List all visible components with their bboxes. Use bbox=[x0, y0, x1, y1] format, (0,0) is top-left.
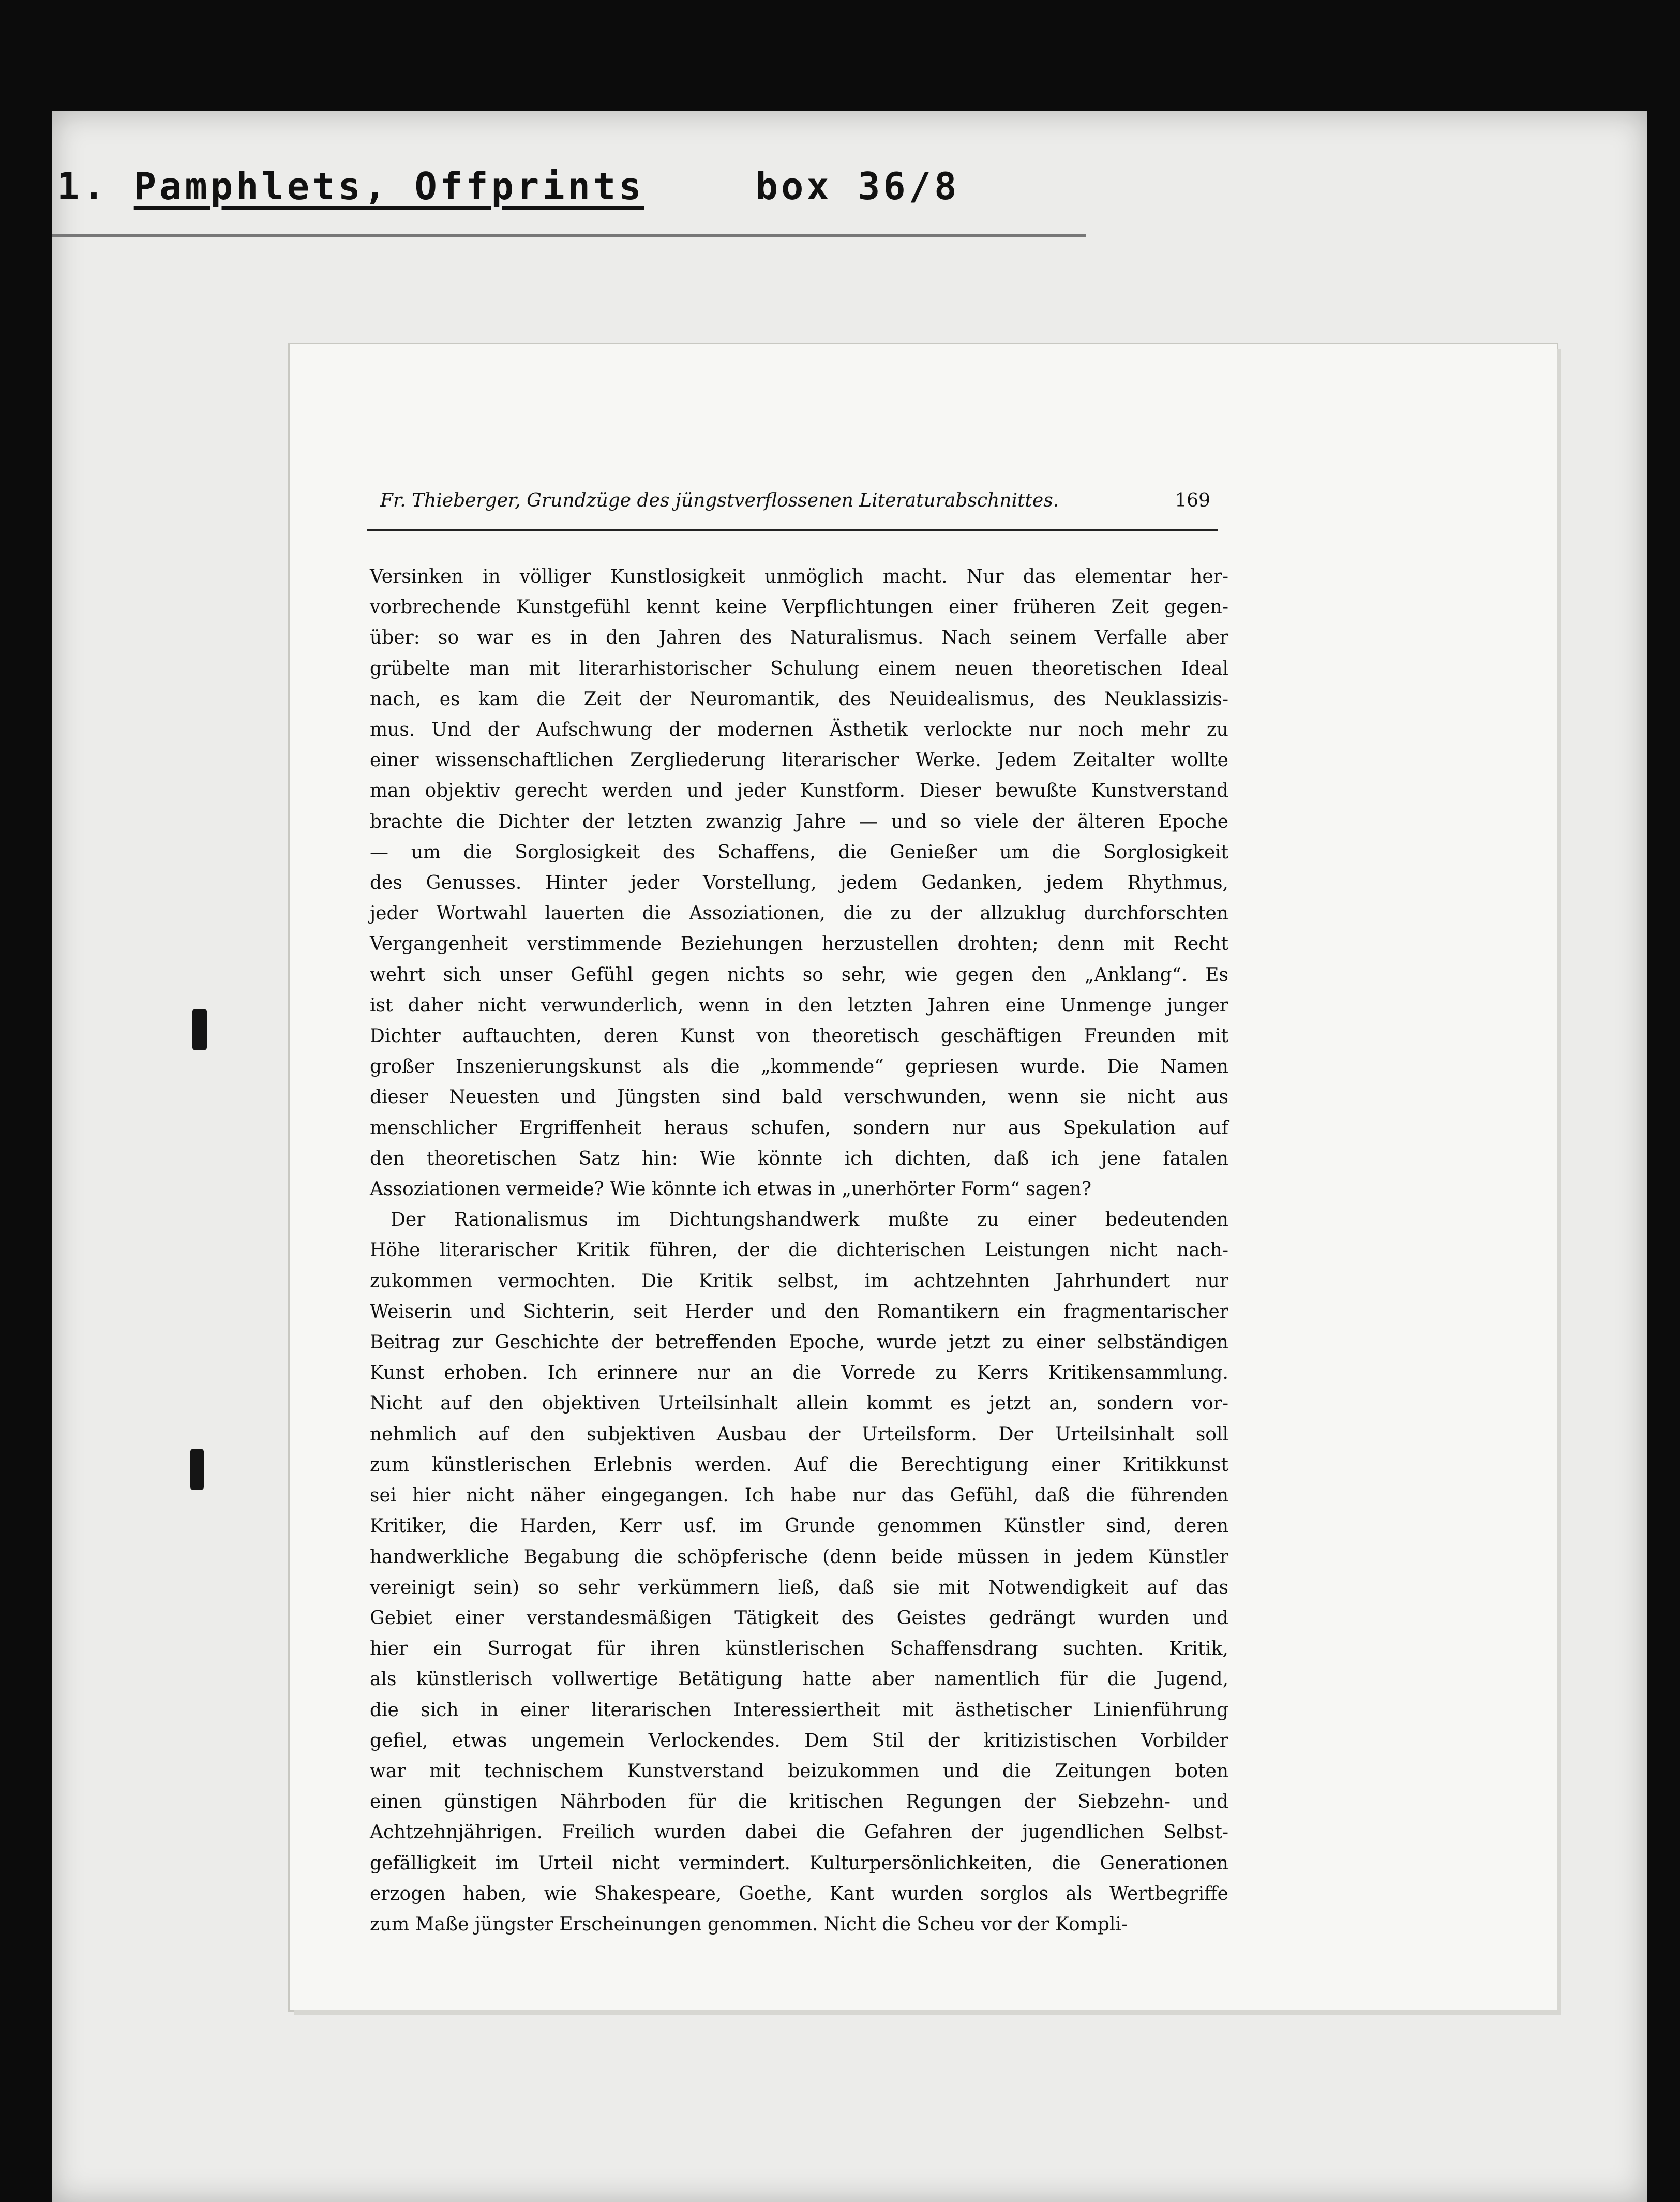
text-line: Vergangenheit verstimmende Beziehungen herzustellen drohten; denn mit Recht bbox=[370, 933, 1228, 955]
text-line: über: so war es in den Jahren des Naturalismus. Nach seinem Verfalle aber bbox=[370, 627, 1228, 649]
text-line: gefälligkeit im Urteil nicht vermindert. Kulturpersönlichkeiten, die Generationen bbox=[370, 1852, 1228, 1874]
offprint-page bbox=[290, 344, 1557, 2010]
text-line: die sich in einer literarischen Interessiertheit mit ästhetischer Linienführung bbox=[370, 1699, 1228, 1721]
text-line: großer Inszenierungskunst als die „kommende“ gepriesen wurde. Die Namen bbox=[370, 1056, 1228, 1078]
text-line: vereinigt sein) so sehr verkümmern ließ, daß sie mit Notwendigkeit auf das bbox=[370, 1576, 1228, 1598]
text-line: nach, es kam die Zeit der Neuromantik, des Neuidealismus, des Neuklassizis- bbox=[370, 688, 1228, 710]
text-line: handwerkliche Begabung die schöpferische (denn beide müssen in jedem Künstler bbox=[370, 1546, 1228, 1568]
folder-label-title: Pamphlets, Offprints bbox=[133, 165, 644, 208]
body-text bbox=[370, 561, 1228, 1940]
text-line: wehrt sich unser Gefühl gegen nichts so sehr, wie gegen den „Anklang“. Es bbox=[370, 964, 1228, 986]
text-line: als künstlerisch vollwertige Betätigung hatte aber namentlich für die Jugend, bbox=[370, 1669, 1228, 1690]
text-line: Kritiker, die Harden, Kerr usf. im Grunde genommen Künstler sind, deren bbox=[370, 1515, 1228, 1537]
text-line: gefiel, etwas ungemein Verlockendes. Dem Stil der kritizistischen Vorbilder bbox=[370, 1730, 1228, 1751]
running-header-title: Fr. Thieberger, Grundzüge des jüngstverflossenen Literaturabschnittes. bbox=[380, 490, 1059, 511]
running-header bbox=[380, 490, 1218, 526]
page-number: 169 bbox=[1175, 490, 1210, 511]
text-line: den theoretischen Satz hin: Wie könnte ich dichten, daß ich jene fatalen bbox=[370, 1148, 1228, 1169]
text-line: Beitrag zur Geschichte der betreffenden Epoche, wurde jetzt zu einer selbständigen bbox=[370, 1332, 1228, 1353]
text-line: zukommen vermochten. Die Kritik selbst, im achtzehnten Jahrhundert nur bbox=[370, 1270, 1228, 1292]
text-line: grübelte man mit literarhistorischer Schulung einem neuen theoretischen Ideal bbox=[370, 658, 1228, 679]
text-line: jeder Wortwahl lauerten die Assoziationen, die zu der allzuklug durchforschten bbox=[370, 903, 1228, 925]
text-line: erzogen haben, wie Shakespeare, Goethe, Kant wurden sorglos als Wertbegriffe bbox=[370, 1883, 1228, 1905]
text-line: vorbrechende Kunstgefühl kennt keine Verpflichtungen einer früheren Zeit gegen- bbox=[370, 597, 1228, 618]
text-line: Weiserin und Sichterin, seit Herder und den Romantikern ein fragmentarischer bbox=[370, 1301, 1228, 1322]
text-line: Nicht auf den objektiven Urteilsinhalt allein kommt es jetzt an, sondern vor- bbox=[370, 1393, 1228, 1415]
folder-divider bbox=[52, 234, 1086, 237]
text-line: Assoziationen vermeide? Wie könnte ich etwas in „unerhörter Form“ sagen? bbox=[370, 1179, 1092, 1200]
text-line: nehmlich auf den subjektiven Ausbau der Urteilsform. Der Urteilsinhalt soll bbox=[370, 1423, 1228, 1445]
text-line: ist daher nicht verwunderlich, wenn in den letzten Jahren eine Unmenge junger bbox=[370, 994, 1228, 1016]
text-line: Achtzehnjährigen. Freilich wurden dabei die Gefahren der jugendlichen Selbst- bbox=[370, 1822, 1228, 1843]
text-line: einen günstigen Nährboden für die kritischen Regungen der Siebzehn- und bbox=[370, 1791, 1228, 1813]
text-line: Versinken in völliger Kunstlosigkeit unmöglich macht. Nur das elementar her- bbox=[370, 566, 1228, 587]
text-line: brachte die Dichter der letzten zwanzig Jahre — und so viele der älteren Epoche bbox=[370, 811, 1228, 832]
text-line: Dichter auftauchten, deren Kunst von theoretisch geschäftigen Freunden mit bbox=[370, 1025, 1228, 1047]
header-rule bbox=[367, 529, 1218, 531]
text-line: dieser Neuesten und Jüngsten sind bald verschwunden, wenn sie nicht aus bbox=[370, 1087, 1228, 1108]
folder-label-number: 1. bbox=[57, 165, 108, 208]
text-line: Höhe literarischer Kritik führen, der die dichterischen Leistungen nicht nach- bbox=[370, 1240, 1228, 1261]
text-line: zum künstlerischen Erlebnis werden. Auf die Berechtigung einer Kritikkunst bbox=[370, 1454, 1228, 1476]
text-line: des Genusses. Hinter jeder Vorstellung, jedem Gedanken, jedem Rhythmus, bbox=[370, 872, 1228, 894]
folder-label-box: box 36/8 bbox=[755, 165, 960, 208]
text-line: sei hier nicht näher eingegangen. Ich habe nur das Gefühl, daß die führenden bbox=[370, 1485, 1228, 1507]
text-line: — um die Sorglosigkeit des Schaffens, die Genießer um die Sorglosigkeit bbox=[370, 841, 1228, 863]
edge-mark-lower bbox=[190, 1449, 204, 1490]
text-line: Kunst erhoben. Ich erinnere nur an die Vorrede zu Kerrs Kritikensammlung. bbox=[370, 1362, 1228, 1384]
text-line: man objektiv gerecht werden und jeder Kunstform. Dieser bewußte Kunstverstand bbox=[370, 780, 1228, 802]
text-line: mus. Und der Aufschwung der modernen Ästhetik verlockte nur noch mehr zu bbox=[370, 719, 1228, 741]
text-line: einer wissenschaftlichen Zergliederung literarischer Werke. Jedem Zeitalter wollte bbox=[370, 750, 1228, 771]
text-line: Der Rationalismus im Dichtungshandwerk mußte zu einer bedeutenden bbox=[391, 1209, 1228, 1231]
text-line: zum Maße jüngster Erscheinungen genommen. Nicht die Scheu vor der Kompli- bbox=[370, 1913, 1128, 1935]
edge-mark-upper bbox=[192, 1009, 207, 1050]
text-line: menschlicher Ergriffenheit heraus schufen, sondern nur aus Spekulation auf bbox=[370, 1117, 1228, 1139]
folder-label bbox=[57, 165, 959, 208]
text-line: Gebiet einer verstandesmäßigen Tätigkeit des Geistes gedrängt wurden und bbox=[370, 1607, 1228, 1629]
text-line: war mit technischem Kunstverstand beizukommen und die Zeitungen boten bbox=[370, 1760, 1228, 1782]
text-line: hier ein Surrogat für ihren künstlerischen Schaffensdrang suchten. Kritik, bbox=[370, 1638, 1228, 1660]
